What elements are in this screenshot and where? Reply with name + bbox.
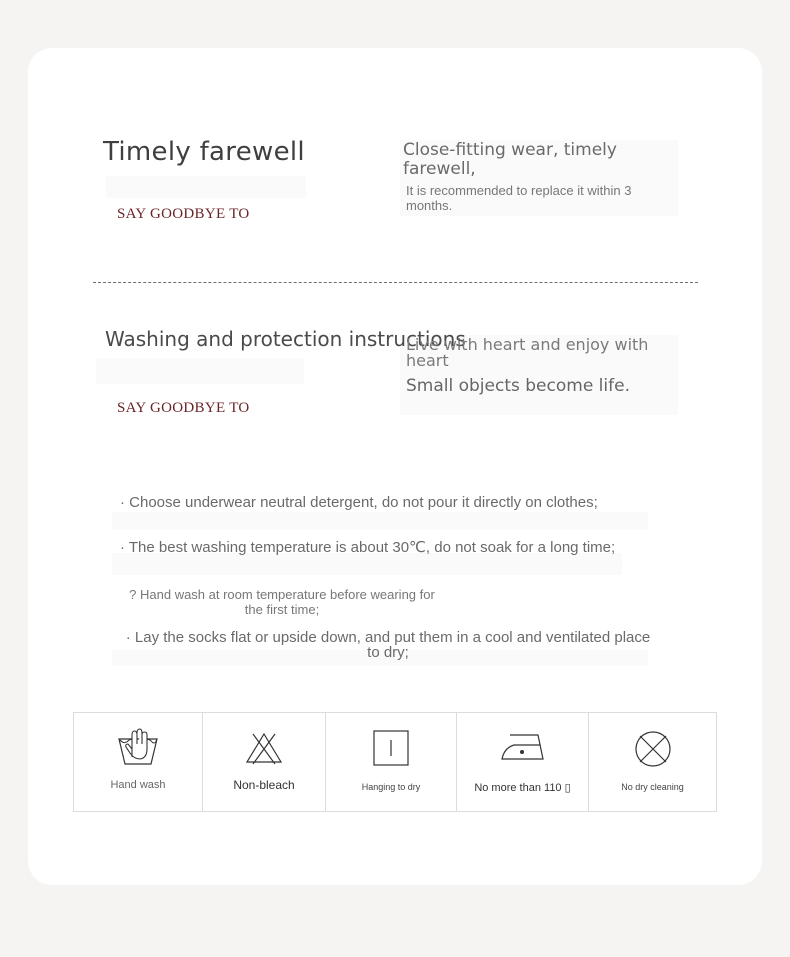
- title-underlay: [106, 176, 306, 198]
- instruction-underlay-2: [112, 553, 622, 575]
- care-cell-hand-wash: [74, 713, 203, 811]
- care-label: No dry cleaning: [621, 782, 684, 792]
- care-label: No more than 110 ▯: [474, 782, 571, 794]
- right-heading-2: Live with heart and enjoy with heart: [406, 335, 649, 370]
- care-symbols-table: [73, 712, 717, 812]
- care-cell-no-dry-clean: [589, 713, 716, 811]
- section-subtitle: SAY GOODBYE TO: [117, 206, 250, 222]
- no-dry-clean-icon: [633, 729, 673, 774]
- hang-dry-icon: [372, 729, 410, 772]
- instruction-item: · The best washing temperature is about 30℃, do not soak for a long time;: [120, 539, 616, 556]
- instruction-item: · Lay the socks flat or upside down, and put them in a cool and ventilated place to dry;: [125, 629, 651, 661]
- right-tagline: Small objects become life.: [406, 376, 630, 396]
- right-heading: Close-fitting wear, timely farewell,: [403, 140, 617, 179]
- iron-icon: [500, 731, 546, 768]
- care-cell-hang-dry: [326, 713, 457, 811]
- instruction-underlay: [112, 512, 648, 530]
- care-label: Non-bleach: [233, 778, 295, 792]
- section-title-farewell: Timely farewell: [103, 137, 305, 167]
- section-title-washing: Washing and protection instructions: [105, 327, 466, 351]
- care-label: Hand wash: [110, 779, 166, 791]
- replacement-note: It is recommended to replace it within 3 months.: [406, 183, 632, 213]
- hand-wash-icon: [116, 727, 160, 772]
- instruction-item: · Choose underwear neutral detergent, do not pour it directly on clothes;: [120, 494, 598, 511]
- section-subtitle-2: SAY GOODBYE TO: [117, 400, 250, 416]
- care-label: Hanging to dry: [361, 782, 421, 792]
- title-underlay-2: [96, 358, 304, 384]
- non-bleach-icon: [245, 731, 283, 770]
- care-cell-non-bleach: [203, 713, 326, 811]
- care-cell-iron: [457, 713, 589, 811]
- instruction-item: ? Hand wash at room temperature before wearing for the first time;: [129, 587, 435, 617]
- dashed-divider: [93, 282, 698, 283]
